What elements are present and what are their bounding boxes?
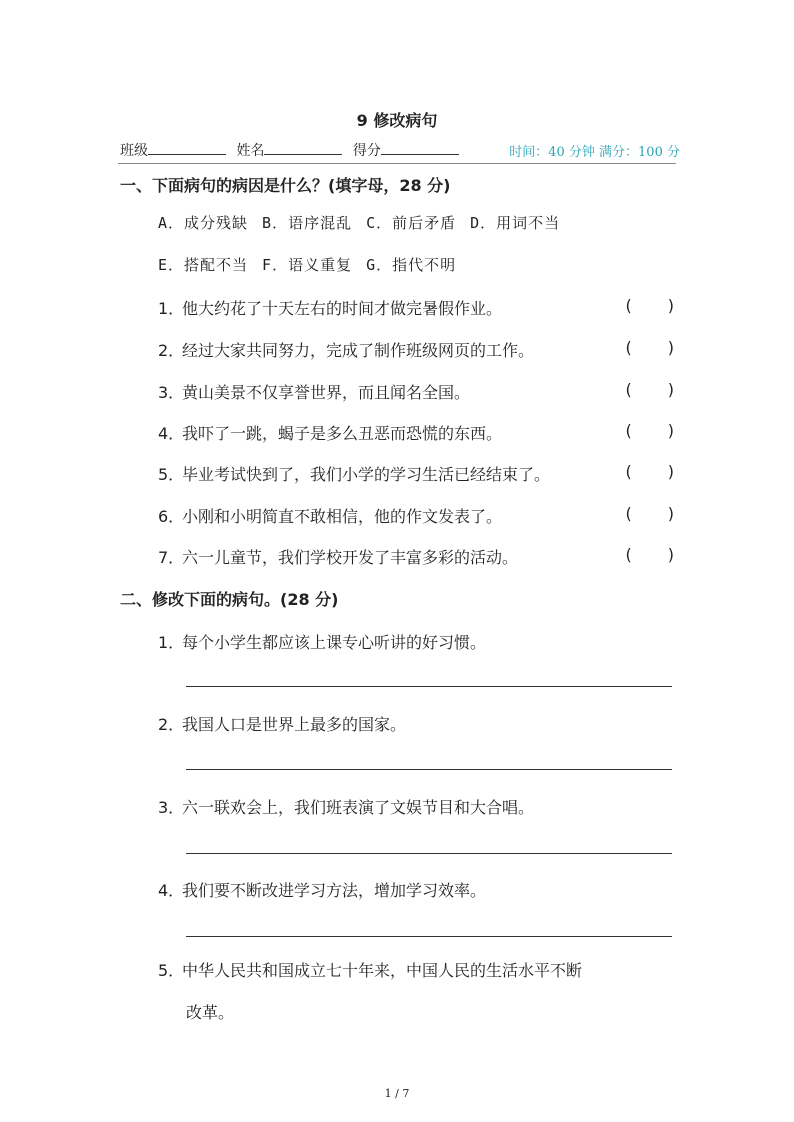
question-text: 经过大家共同努力，完成了制作班级网页的工作。 (182, 341, 535, 360)
answer-line-3[interactable] (186, 853, 672, 854)
answer-parentheses[interactable]: ( ) (625, 296, 674, 315)
header-divider (118, 163, 676, 164)
answer-parentheses[interactable]: ( ) (625, 380, 674, 399)
option-e: E．搭配不当 (158, 256, 249, 274)
option-f: F．语义重复 (262, 256, 353, 274)
class-label: 班级 (120, 143, 148, 159)
question-text: 六一联欢会上，我们班表演了文娱节目和大合唱。 (182, 798, 535, 817)
s2-question-2: 2．我国人口是世界上最多的国家。 (158, 715, 407, 734)
score-label: 得分 (352, 143, 381, 159)
answer-line-1[interactable] (186, 686, 672, 687)
s1-question-1: 1．他大约花了十天左右的时间才做完暑假作业。 ( ) (158, 296, 674, 318)
s1-question-5: 5．毕业考试快到了，我们小学的学习生活已经结束了。 ( ) (158, 462, 674, 484)
name-field (236, 140, 342, 160)
question-text: 黄山美景不仅享誉世界，而且闻名全国。 (182, 383, 471, 402)
s1-question-6: 6．小刚和小明简直不敢相信，他的作文发表了。 ( ) (158, 504, 674, 526)
question-text: 我们要不断改进学习方法，增加学习效率。 (182, 881, 487, 900)
answer-parentheses[interactable]: ( ) (625, 421, 674, 440)
answer-parentheses[interactable]: ( ) (625, 462, 674, 481)
s2-question-4: 4．我们要不断改进学习方法，增加学习效率。 (158, 881, 487, 900)
student-info-row (120, 140, 680, 160)
question-text: 中华人民共和国成立七十年来，中国人民的生活水平不断 (182, 961, 583, 980)
option-d: D．用词不当 (470, 214, 561, 232)
answer-line-4[interactable] (186, 936, 672, 937)
answer-parentheses[interactable]: ( ) (625, 338, 674, 357)
page-number: 1 / 7 (384, 1087, 410, 1100)
section2-heading: 二、修改下面的病句。(28 分) (120, 590, 339, 609)
question-text: 我吓了一跳，蝎子是多么丑恶而恐慌的东西。 (182, 424, 503, 443)
s2-question-1: 1．每个小学生都应该上课专心听讲的好习惯。 (158, 633, 487, 652)
options-row-1 (158, 212, 574, 233)
time-and-score-info: 时间：40 分钟 满分：100 分 (509, 145, 680, 160)
name-label: 姓名 (236, 143, 265, 159)
option-b: B．语序混乱 (262, 214, 353, 232)
option-a: A．成分残缺 (158, 214, 249, 232)
question-text: 毕业考试快到了，我们小学的学习生活已经结束了。 (182, 465, 551, 484)
s1-question-7: 7．六一儿童节，我们学校开发了丰富多彩的活动。 ( ) (158, 545, 674, 567)
question-text: 他大约花了十天左右的时间才做完暑假作业。 (182, 299, 503, 318)
page-title: 9 修改病句 (356, 111, 438, 130)
question-text: 我国人口是世界上最多的国家。 (182, 715, 407, 734)
name-blank[interactable] (264, 140, 342, 155)
s1-question-2: 2．经过大家共同努力，完成了制作班级网页的工作。 ( ) (158, 338, 674, 360)
s1-question-4: 4．我吓了一跳，蝎子是多么丑恶而恐慌的东西。 ( ) (158, 421, 674, 443)
question-text: 每个小学生都应该上课专心听讲的好习惯。 (182, 633, 487, 652)
s2-question-3: 3．六一联欢会上，我们班表演了文娱节目和大合唱。 (158, 798, 535, 817)
question-text-continued: 改革。 (186, 1003, 235, 1022)
option-g: G．指代不明 (366, 256, 457, 274)
s2-question-5: 5．中华人民共和国成立七十年来，中国人民的生活水平不断 改革。 (158, 950, 678, 1034)
score-field (353, 140, 459, 160)
s1-question-3: 3．黄山美景不仅享誉世界，而且闻名全国。 ( ) (158, 380, 674, 402)
answer-line-2[interactable] (186, 769, 672, 770)
option-c: C．前后矛盾 (366, 214, 457, 232)
question-text: 小刚和小明简直不敢相信，他的作文发表了。 (182, 507, 503, 526)
class-blank[interactable] (148, 140, 226, 155)
question-text: 六一儿童节，我们学校开发了丰富多彩的活动。 (182, 548, 519, 567)
class-field (120, 140, 226, 160)
score-blank[interactable] (381, 140, 459, 155)
section1-heading: 一、下面病句的病因是什么？(填字母，28 分) (120, 176, 451, 195)
options-row-2 (158, 254, 470, 275)
answer-parentheses[interactable]: ( ) (625, 545, 674, 564)
answer-parentheses[interactable]: ( ) (625, 504, 674, 523)
